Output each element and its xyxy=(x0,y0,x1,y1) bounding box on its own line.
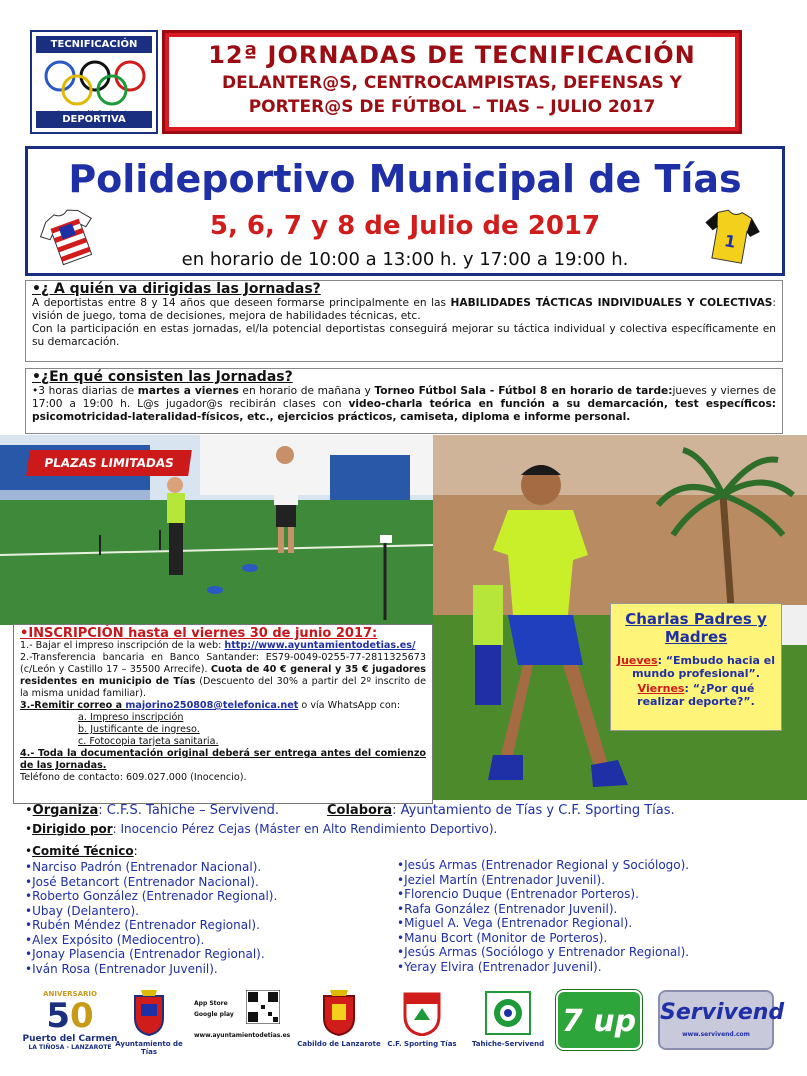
committee-member: •Rubén Méndez (Entrenador Regional). xyxy=(25,918,260,932)
venue-box xyxy=(25,146,785,276)
title-line-3: PORTER@S DE FÚTBOL – TIAS – JULIO 2017 xyxy=(248,97,656,117)
committee-member: •Roberto González (Entrenador Regional). xyxy=(25,889,278,903)
ayuntamiento-tias-logo: Ayuntamiento de Tías xyxy=(112,990,186,1056)
seven-up-logo: 7 up xyxy=(556,990,646,1050)
logo-bottom-label: DEPORTIVA xyxy=(36,111,152,128)
goalkeeper-shirt-icon xyxy=(700,205,762,267)
sporting-tias-logo: C.F. Sporting Tías xyxy=(384,990,460,1048)
striped-shirt-icon xyxy=(38,205,100,267)
cabildo-lanzarote-logo: Cabildo de Lanzarote xyxy=(296,990,382,1048)
limited-places-badge: PLAZAS LIMITADAS xyxy=(26,450,192,476)
organizers-section xyxy=(25,802,785,982)
svg-text:1: 1 xyxy=(722,231,738,252)
ayto-web: www.ayuntamientodetias.es xyxy=(194,1032,291,1039)
app-store-label: App Store xyxy=(194,1000,228,1007)
committee-member: •José Betancort (Entrenador Nacional). xyxy=(25,874,259,889)
collaborator-line: Colabora: Ayuntamiento de Tías y C.F. Sporting Tías. xyxy=(327,803,675,818)
committee-list-left xyxy=(25,860,277,976)
required-doc-a: a. Impreso inscripción xyxy=(78,712,184,723)
required-doc-b: b. Justificante de ingreso. xyxy=(78,724,200,735)
tahiche-servivend-logo: Tahiche-Servivend xyxy=(470,990,546,1048)
qr-code-icon xyxy=(246,990,280,1024)
parent-talks-title: Charlas Padres y Madres xyxy=(625,610,767,646)
committee-member: •Jeziel Martín (Entrenador Juvenil). xyxy=(397,872,605,887)
tias-shield-icon xyxy=(133,990,165,1036)
committee-member: •Yeray Elvira (Entrenador Juvenil). xyxy=(397,959,602,974)
sponsor-footer xyxy=(0,982,807,1076)
registration-step-3: 3.-Remitir correo a majorino250808@telefonica.net o vía WhatsApp con: xyxy=(20,700,401,711)
who-paragraph-1: A deportistas entre 8 y 14 años que deseen formarse principalmente en las HABILIDADES TÁCTICAS INDIVIDUALES Y COLECTIVAS: visión de juego, toma de decisiones, mejora de habilidades técnicas, etc. xyxy=(32,297,776,322)
registration-box xyxy=(13,624,433,804)
event-hours: en horario de 10:00 a 13:00 h. y 17:00 a 19:00 h. xyxy=(181,249,629,270)
committee-list-right xyxy=(397,858,689,974)
what-section xyxy=(25,368,783,434)
cabildo-shield-icon xyxy=(322,990,356,1036)
puerto-carmen-logo: ANIVERSARIO 50 Puerto del Carmen LA TIÑOSA - LANZAROTE xyxy=(22,990,118,1051)
parent-talks-box xyxy=(610,603,782,731)
sporting-badge-icon xyxy=(401,990,443,1036)
registration-step-2: 2.-Transferencia bancaria en Banco Santander: ES79-0049-0255-77-2811325673 (c/León y Castillo 17 – 35500 Arrecife). Cuota de 40 € general y 35 € jugadores residentes en municipio de Tías (Descuento del 30% a partir del 2º inscrito de la misma unidad familiar). xyxy=(20,652,427,699)
talk-thursday: Jueves: “Embudo hacia el mundo profesional”. xyxy=(617,654,775,680)
committee-member: •Narciso Padrón (Entrenador Nacional). xyxy=(25,860,262,874)
logo-top-label: TECNIFICACIÓN xyxy=(36,36,152,53)
google-play-label: Google play xyxy=(194,1011,234,1018)
committee-member: •Ubay (Delantero). xyxy=(25,903,139,918)
what-paragraph: •3 horas diarias de martes a viernes en horario de mañana y Torneo Fútbol Sala - Fútbol 8 en horario de tarde:jueves y viernes de 17:00 a 19:00 h. L@s jugador@s recibirán clases con video-charla teórica en función a su demarcación, test específicos: psicomotricidad-lateralidad-físicos, etc., ejercicios prácticos, camiseta, diploma e informe personal. xyxy=(32,385,777,423)
committee-member: •Jonay Plasencia (Entrenador Regional). xyxy=(25,947,265,961)
registration-step-1: 1.- Bajar el impreso inscripción de la web: http://www.ayuntamientodetias.es/ xyxy=(20,640,416,651)
web-link[interactable]: http://www.ayuntamientodetias.es/ xyxy=(224,640,416,651)
director-line: •Dirigido por: Inocencio Pérez Cejas (Máster en Alto Rendimiento Deportivo). xyxy=(25,822,498,836)
servivend-logo: Servivend www.servivend.com xyxy=(658,990,776,1050)
registration-step-4: 4.- Toda la documentación original deberá ser entrega antes del comienzo de las Jornadas. xyxy=(20,748,426,771)
committee-heading: •Comité Técnico: xyxy=(25,844,138,858)
what-heading: •¿En qué consisten las Jornadas? xyxy=(32,369,293,385)
olympic-rings-icon xyxy=(40,58,150,108)
email-link[interactable]: majorino250808@telefonica.net xyxy=(125,700,299,711)
tecnificacion-logo xyxy=(30,30,158,134)
committee-member: •Manu Bcort (Monitor de Porteros). xyxy=(397,930,608,945)
venue-title: Polideportivo Municipal de Tías xyxy=(68,157,742,201)
committee-member: •Rafa González (Entrenador Juvenil). xyxy=(397,901,618,916)
committee-member: •Alex Expósito (Mediocentro). xyxy=(25,932,205,947)
committee-member: •Jesús Armas (Sociólogo y Entrenador Regional). xyxy=(397,945,690,959)
title-line-2: DELANTER@S, CENTROCAMPISTAS, DEFENSAS Y xyxy=(222,73,682,93)
title-line-1: 12ª JORNADAS DE TECNIFICACIÓN xyxy=(208,41,696,69)
who-paragraph-2: Con la participación en estas jornadas, el/la potencial deportistas conseguirá mejorar su táctica individual y colectiva específicamente en su demarcación. xyxy=(32,323,776,348)
required-doc-c: c. Fotocopia tarjeta sanitaria. xyxy=(78,736,219,747)
event-dates: 5, 6, 7 y 8 de Julio de 2017 xyxy=(209,211,601,241)
tahiche-badge-icon xyxy=(484,990,532,1036)
committee-member: •Florencio Duque (Entrenador Porteros). xyxy=(397,887,639,901)
who-heading: •¿ A quién va dirigidas las Jornadas? xyxy=(32,281,321,297)
who-section xyxy=(25,280,783,362)
organizer-line: •Organiza: C.F.S. Tahiche – Servivend. Colabora: Ayuntamiento de Tías y C.F. Sporting Tías. xyxy=(25,803,675,818)
committee-member: •Miguel A. Vega (Entrenador Regional). xyxy=(397,916,633,930)
app-download-block xyxy=(194,990,291,1039)
contact-phone: Teléfono de contacto: 609.027.000 (Inocencio). xyxy=(20,772,247,783)
committee-member: •Jesús Armas (Entrenador Regional y Sociólogo). xyxy=(397,858,690,872)
event-title-banner xyxy=(162,30,742,134)
committee-member: •Iván Rosa (Entrenador Juvenil). xyxy=(25,961,218,976)
talk-friday: Viernes: “¿Por qué realizar deporte?”. xyxy=(637,682,755,708)
registration-title: •INSCRIPCIÓN hasta el viernes 30 de junio 2017: xyxy=(20,626,378,641)
